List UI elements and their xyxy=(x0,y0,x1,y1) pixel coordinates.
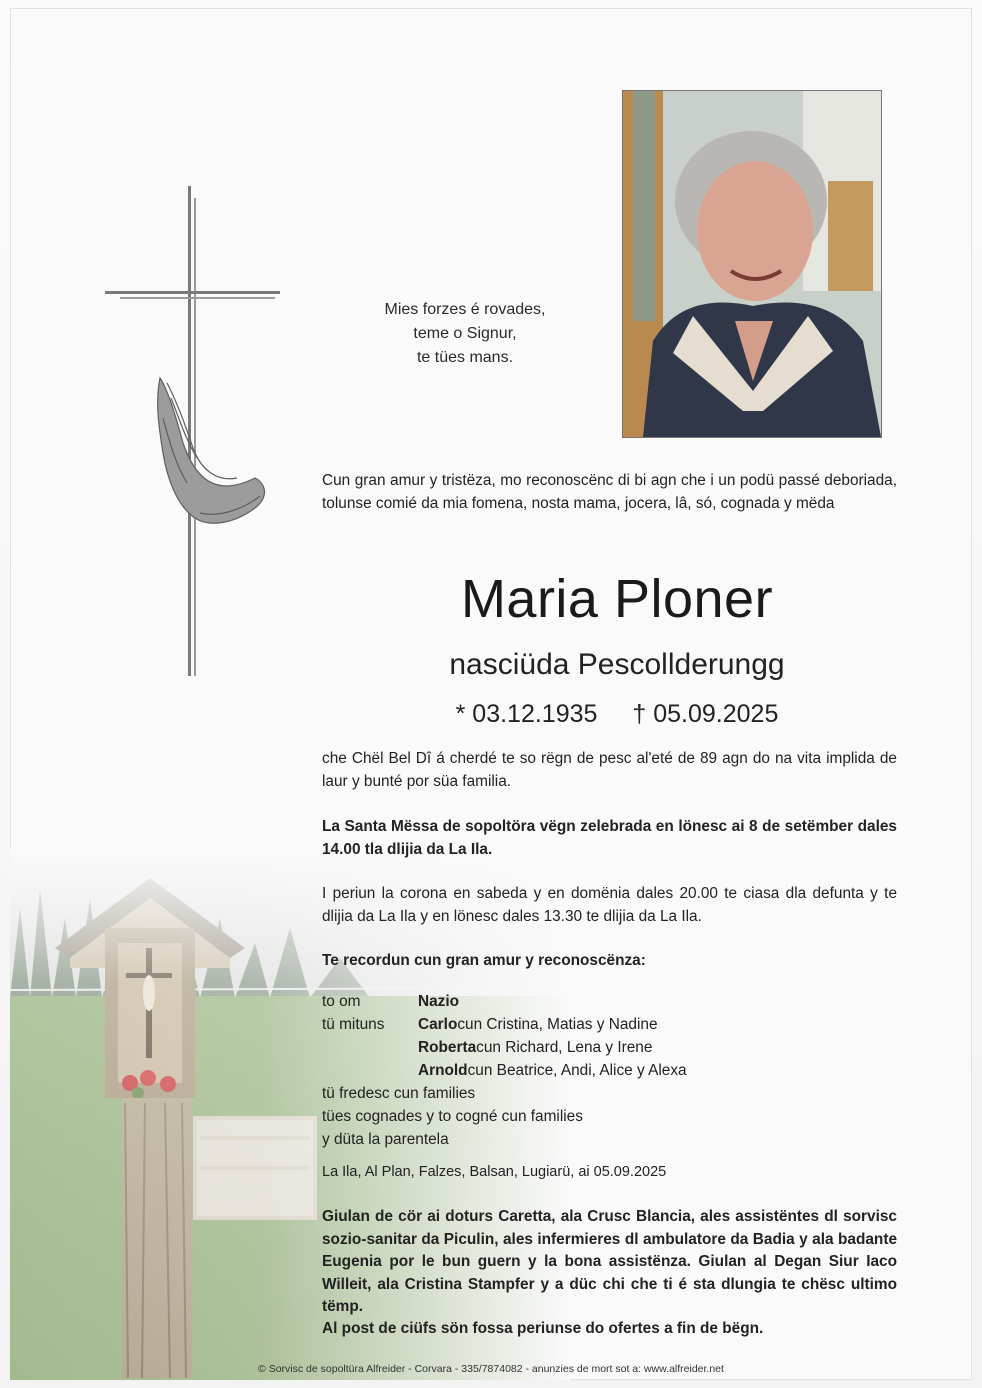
relatives-line: tües cognades y to cogné cun families xyxy=(322,1108,583,1125)
place-date: La Ila, Al Plan, Falzes, Balsan, Lugiarü, ai 05.09.2025 xyxy=(322,1164,667,1180)
family-label: tü mituns xyxy=(322,1016,385,1033)
family-name: Arnold xyxy=(418,1062,468,1079)
family-rest: cun Cristina, Matias y Nadine xyxy=(457,1016,658,1033)
intro-text: Cun gran amur y tristëza, mo reconoscënc di bi agn che i un podü passé deboriada, tolunse comié da mia fomena, nosta mama, jocera, lâ, só, cognada y mëda xyxy=(322,472,897,512)
birth-date: * 03.12.1935 xyxy=(455,700,598,728)
family-row xyxy=(322,1013,687,1036)
life-dates xyxy=(322,700,912,729)
family-rest: cun Richard, Lena y Irene xyxy=(476,1039,653,1056)
cross-praying-hands-icon xyxy=(105,178,285,698)
family-row xyxy=(322,1059,687,1082)
family-name: Carlo xyxy=(418,1016,458,1033)
verse-line: te tües mans. xyxy=(416,349,514,366)
remember-heading: Te recordun cun gran amur y reconoscënza: xyxy=(322,952,646,969)
flowers-text: Al post de ciüfs sön fossa periunse do ofertes a fin de bëgn. xyxy=(322,1320,764,1337)
family-row xyxy=(322,1036,687,1059)
maiden-name: nasciüda Pescollderungg xyxy=(449,648,785,681)
verse xyxy=(350,298,580,370)
family-label xyxy=(322,1059,418,1082)
rosary-text: I periun la corona en sabeda y en domënia dales 20.00 te ciasa dla defunta y te dlijia da La Ila y en lönesc dales 13.30 te dlijia da La Ila. xyxy=(322,885,897,925)
relatives-line: y düta la parentela xyxy=(322,1131,449,1148)
relatives-line: tü fredesc cun families xyxy=(322,1085,476,1102)
passing-text: che Chël Bel Dî á cherdé te so rëgn de pesc al'eté de 89 agn do na vita implida de laur y bunté por süa familia. xyxy=(322,750,897,790)
family-list xyxy=(322,990,687,1151)
deceased-name: Maria Ploner xyxy=(460,569,774,629)
family-row xyxy=(322,990,687,1013)
family-name: Nazio xyxy=(418,993,460,1010)
mass-text: La Santa Mëssa de sopoltöra vëgn zelebrada en lönesc ai 8 de setëmber dales 14.00 tla dlijia da La Ila. xyxy=(322,818,897,858)
family-name: Roberta xyxy=(418,1039,477,1056)
obituary-card xyxy=(10,8,972,1380)
thanks-text: Giulan de cör ai doturs Caretta, ala Crusc Blancia, ales assistëntes dl sorvisc sozio-sanitar da Piculin, ales infermieres dl ambulatore da Badia y ala badante Eugenia por le bun guern y la bona assistënza. Giulan al Degan Siur Iaco Willeit, ala Cristina Stampfer y a düc chi che ti é sta dlungia te chësc ultimo tëmp. xyxy=(322,1208,897,1315)
verse-line: Mies forzes é rovades, xyxy=(384,301,546,318)
footer-text: © Sorvisc de sopoltüra Alfreider - Corvara - 335/7874082 - anunzies de mort sot a: www.alfreider.net xyxy=(258,1363,724,1375)
portrait-photo xyxy=(622,90,882,438)
death-date: † 05.09.2025 xyxy=(632,700,779,728)
family-rest: cun Beatrice, Andi, Alice y Alexa xyxy=(467,1062,687,1079)
verse-line: teme o Signur, xyxy=(413,325,517,342)
family-label xyxy=(322,1036,418,1059)
family-label: to om xyxy=(322,993,361,1010)
